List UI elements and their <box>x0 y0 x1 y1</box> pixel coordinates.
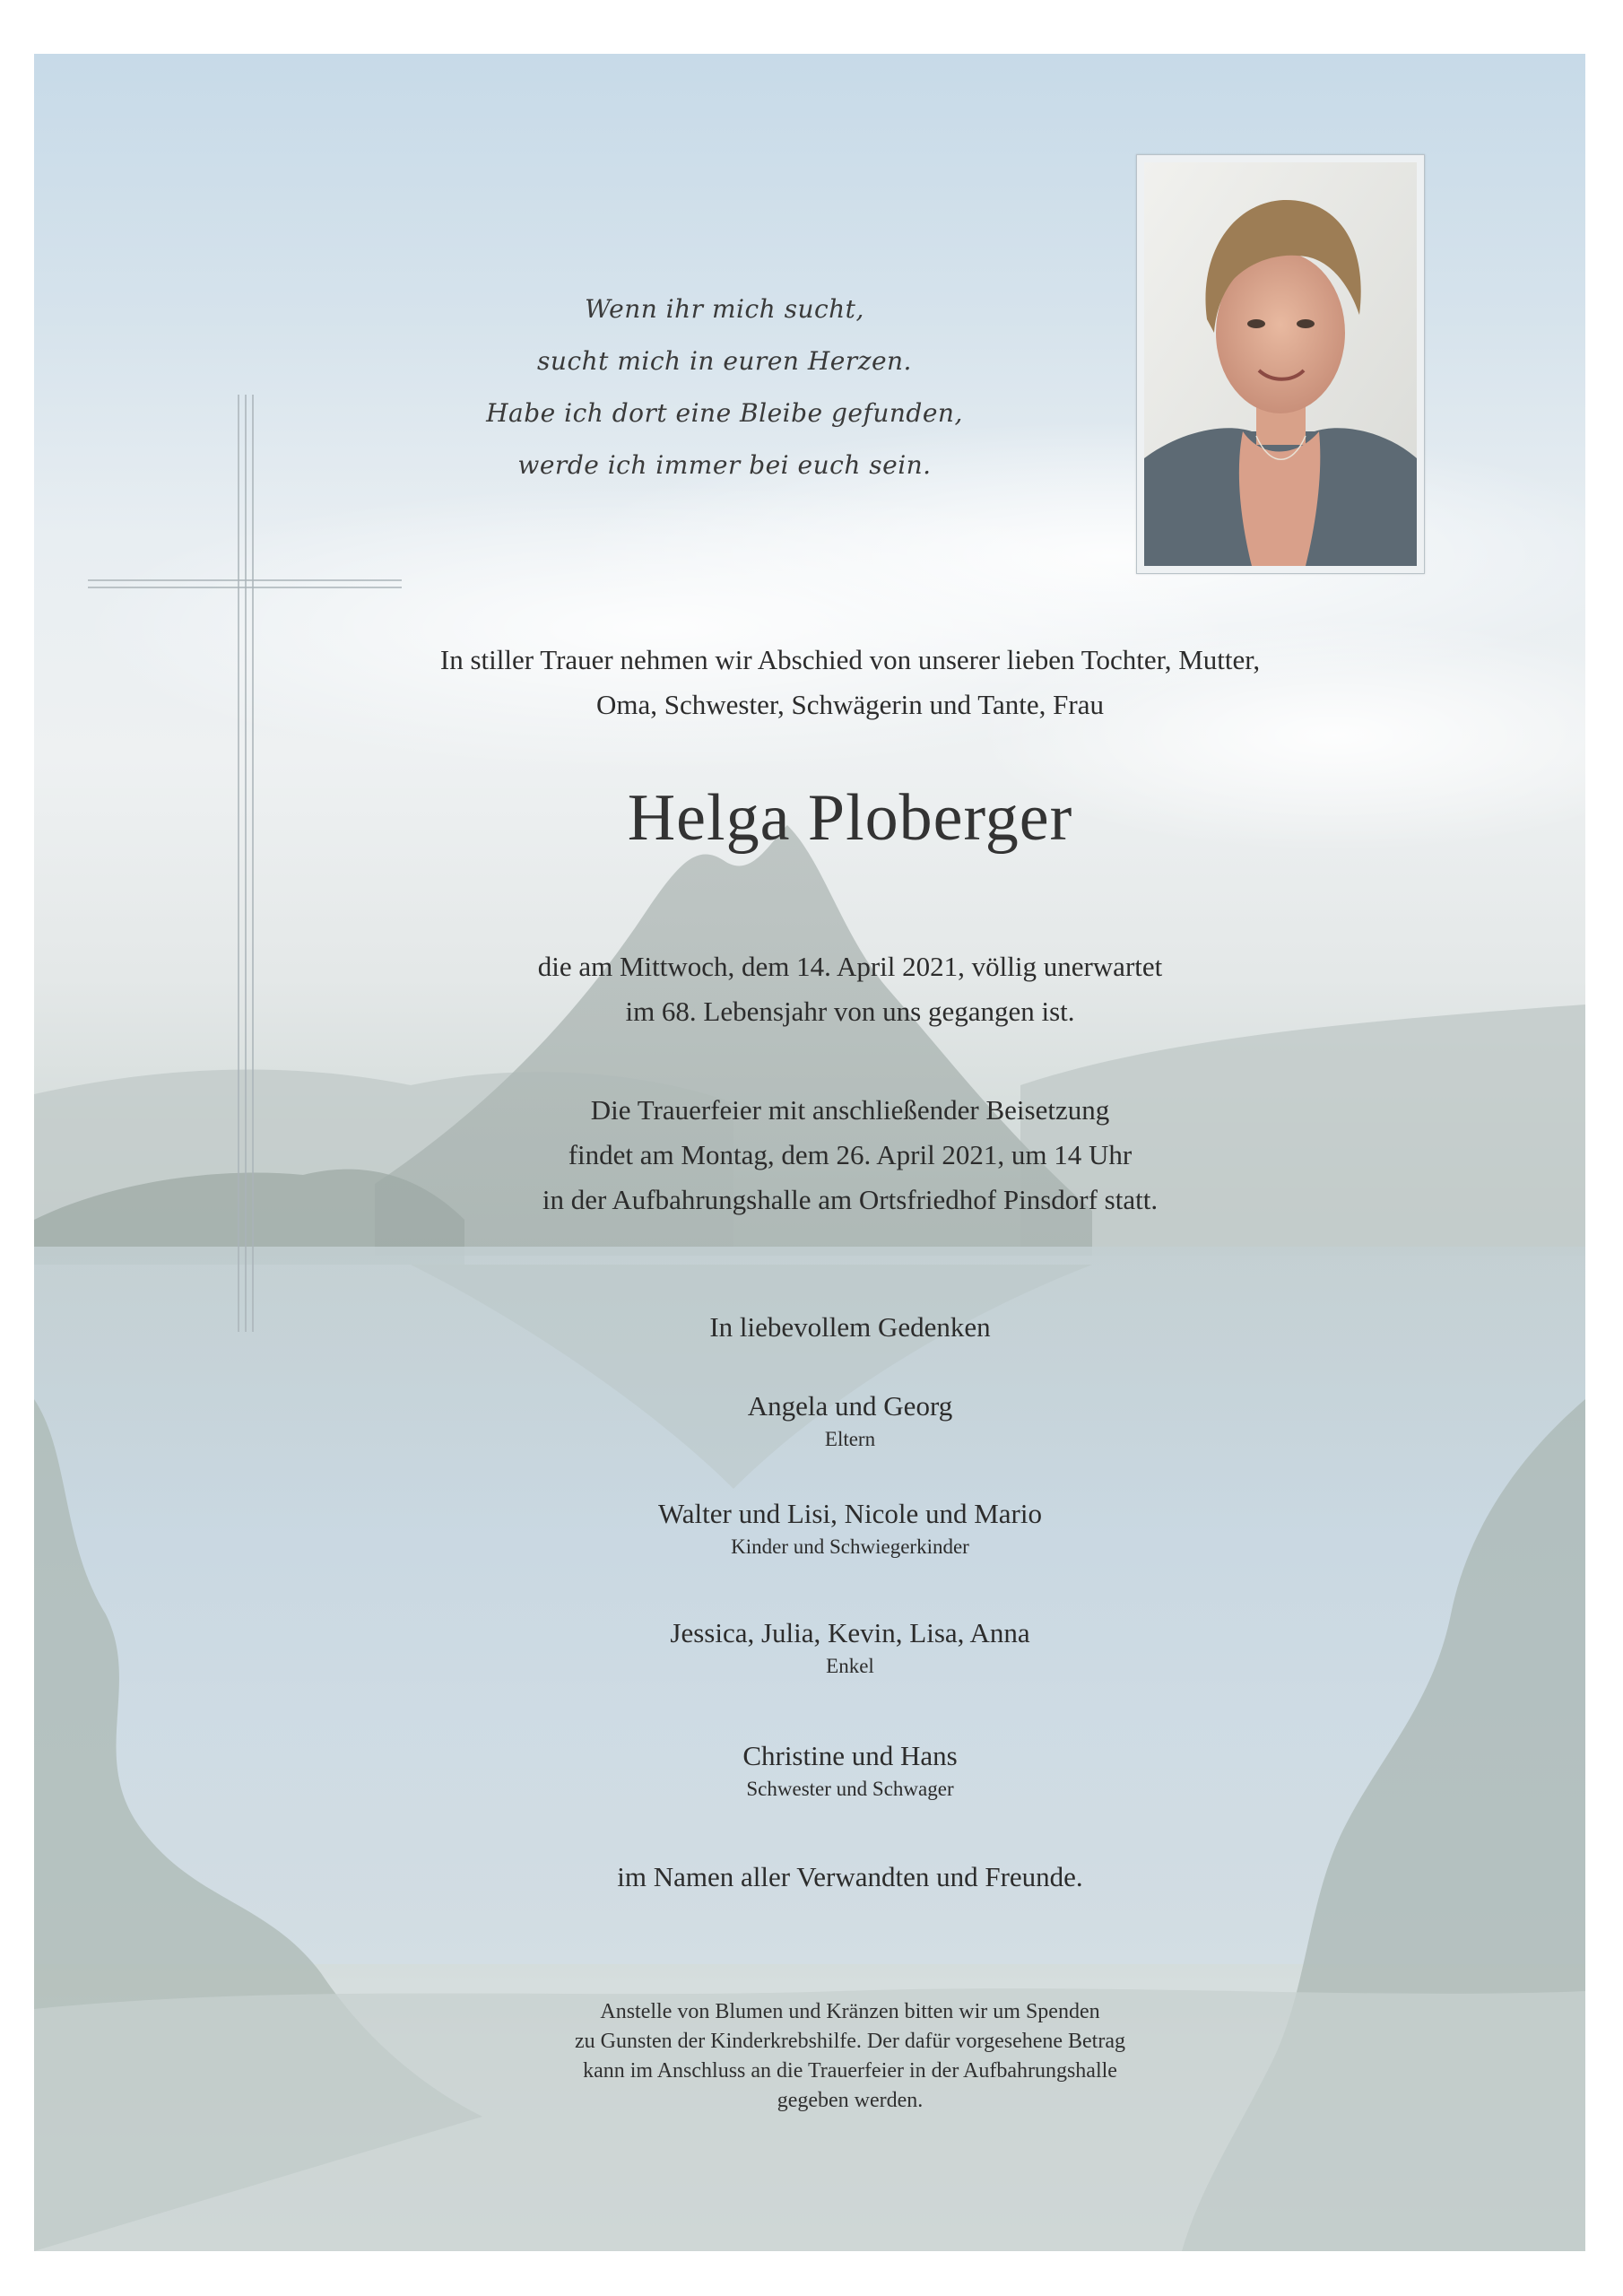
verse-line: werde ich immer bei euch sein. <box>517 450 932 480</box>
donation-note-line: gegeben werden. <box>777 2089 924 2112</box>
obituary-text <box>34 54 1585 2251</box>
death-line: die am Mittwoch, dem 14. April 2021, völlig unerwartet <box>537 951 1163 982</box>
death-line: im 68. Lebensjahr von uns gegangen ist. <box>625 996 1075 1027</box>
memorial-closing: im Namen aller Verwandten und Freunde. <box>617 1861 1083 1892</box>
mourner-relation: Enkel <box>826 1655 874 1677</box>
verse-line: Habe ich dort eine Bleibe gefunden, <box>486 398 963 428</box>
donation-note-line: zu Gunsten der Kinderkrebshilfe. Der dafür vorgesehene Betrag <box>575 2030 1125 2053</box>
mourner-names: Christine und Hans <box>742 1740 958 1771</box>
donation-note-line: Anstelle von Blumen und Kränzen bitten wir um Spenden <box>600 2000 1100 2023</box>
donation-note-line: kann im Anschluss an die Trauerfeier in der Aufbahrungshalle <box>583 2059 1117 2083</box>
deceased-name: Helga Ploberger <box>627 781 1073 855</box>
intro-line: Oma, Schwester, Schwägerin und Tante, Frau <box>596 689 1104 720</box>
mourner-names: Angela und Georg <box>747 1390 953 1422</box>
ceremony-line: in der Aufbahrungshalle am Ortsfriedhof Pinsdorf statt. <box>542 1184 1159 1215</box>
verse-line: Wenn ihr mich sucht, <box>585 294 864 324</box>
intro-line: In stiller Trauer nehmen wir Abschied von unserer lieben Tochter, Mutter, <box>439 644 1261 675</box>
memorial-heading: In liebevollem Gedenken <box>709 1311 991 1343</box>
mourner-relation: Eltern <box>824 1428 876 1450</box>
mourner-relation: Schwester und Schwager <box>746 1778 954 1800</box>
verse-line: sucht mich in euren Herzen. <box>537 346 912 376</box>
mourner-relation: Kinder und Schwiegerkinder <box>731 1535 969 1558</box>
obituary-card <box>34 54 1585 2251</box>
ceremony-line: Die Trauerfeier mit anschließender Beisetzung <box>590 1094 1110 1126</box>
mourner-names: Jessica, Julia, Kevin, Lisa, Anna <box>670 1617 1030 1648</box>
ceremony-line: findet am Montag, dem 26. April 2021, um 14 Uhr <box>568 1139 1133 1170</box>
mourner-names: Walter und Lisi, Nicole und Mario <box>658 1498 1042 1529</box>
